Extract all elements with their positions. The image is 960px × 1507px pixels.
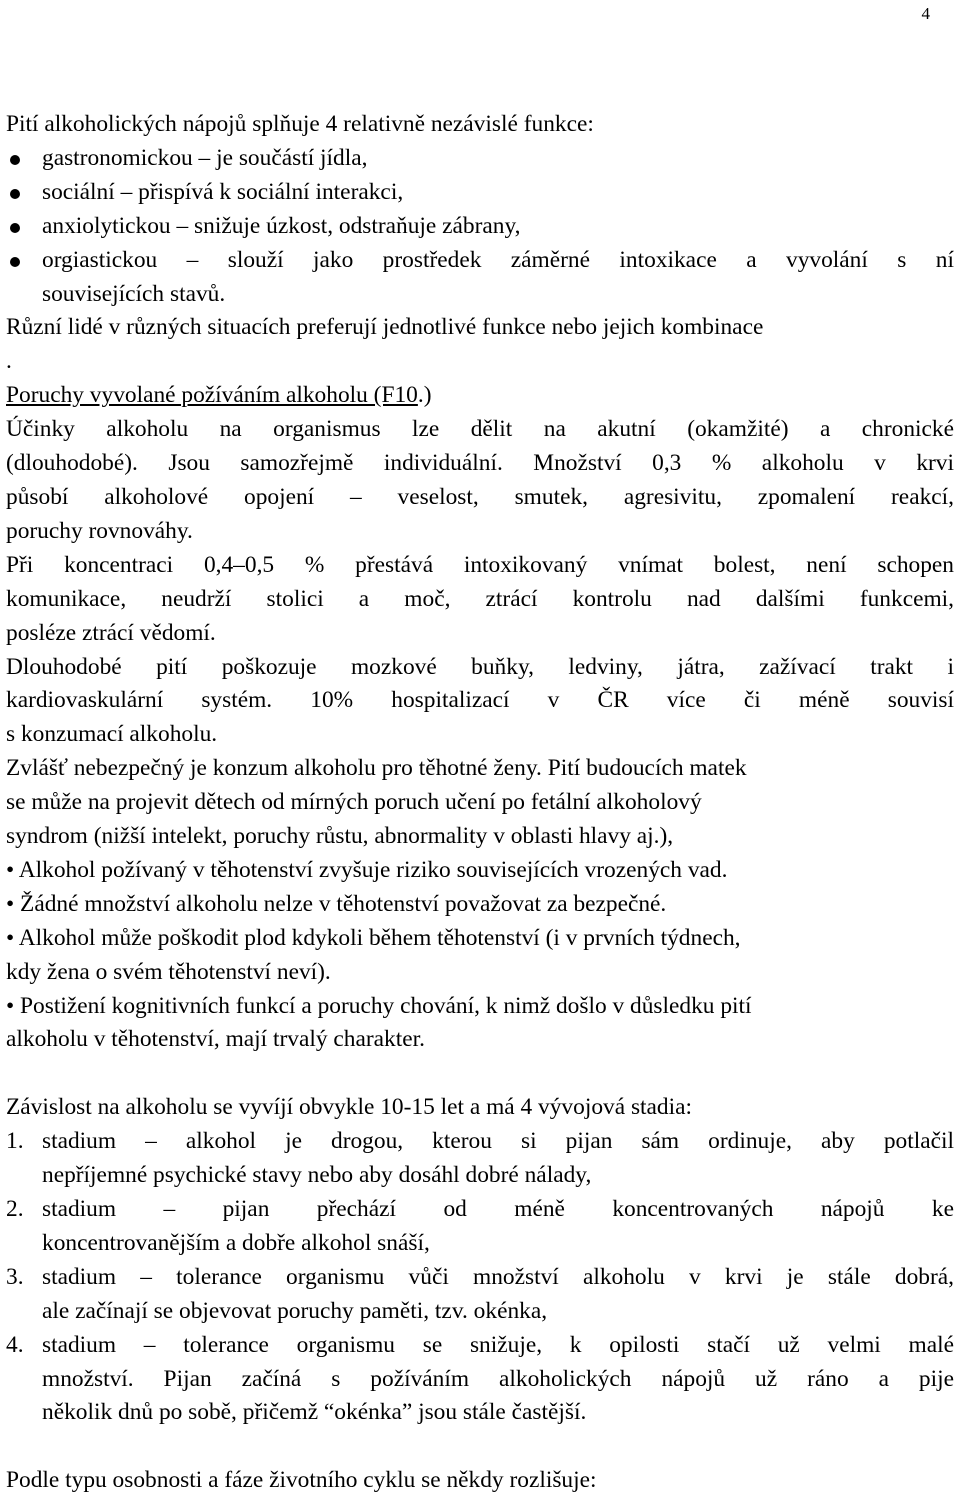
- concentration-line: komunikace, neudrží stolici a moč, ztrácí kontrolu nad dalšími funkcemi,: [6, 585, 954, 612]
- list-item: anxiolytickou – snižuje úzkost, odstraňuje zábrany,: [6, 210, 954, 244]
- concentration-line: posléze ztrácí vědomí.: [6, 619, 216, 646]
- list-item: [6, 1329, 954, 1431]
- concentration-line: Při koncentraci 0,4–0,5 % přestává intoxikovaný vnímat bolest, není schopen: [6, 551, 954, 578]
- stage-line: ale začínají se objevovat poruchy paměti, tzv. okénka,: [42, 1297, 548, 1324]
- list-number: 2.: [6, 1195, 24, 1222]
- list-number: 3.: [6, 1263, 24, 1290]
- stage-line: několik dnů po sobě, přičemž “okénka” jsou stále častější.: [42, 1399, 587, 1426]
- pregnancy-line: syndrom (nižší intelekt, poruchy růstu, abnormality v oblasti hlavy aj.),: [6, 823, 674, 850]
- effects-line: poruchy rovnováhy.: [6, 517, 193, 544]
- stage-line: stadium – alkohol je drogou, kterou si pijan sám ordinuje, aby potlačil: [42, 1128, 954, 1155]
- pregnancy-point: • Postižení kognitivních funkcí a poruchy chování, k nimž došlo v důsledku pití: [6, 992, 752, 1019]
- stage-line: množství. Pijan začíná s požíváním alkoholických nápojů už ráno a pije: [42, 1365, 954, 1392]
- effects-line: (dlouhodobé). Jsou samozřejmě individuální. Množství 0,3 % alkoholu v krvi: [6, 450, 954, 477]
- preferences-line: Různí lidé v různých situacích preferují jednotlivé funkce nebo jejich kombinace: [6, 314, 764, 341]
- pregnancy-line: Zvlášť nebezpečný je konzum alkoholu pro těhotné ženy. Pití budoucích matek: [6, 755, 747, 782]
- list-item-line: souvisejících stavů.: [42, 280, 226, 307]
- pregnancy-line: se může na projevit dětech od mírných poruch učení po fetální alkoholový: [6, 789, 702, 816]
- list-item: [6, 1261, 954, 1329]
- preferences-line: .: [6, 348, 12, 375]
- list-item: gastronomickou – je součástí jídla,: [6, 142, 954, 176]
- stage-line: nepříjemné psychické stavy nebo aby dosáhl dobré nálady,: [42, 1162, 592, 1189]
- list-item: [6, 1193, 954, 1261]
- dependence-intro: Závislost na alkoholu se vyvíjí obvykle 10-15 let a má 4 vývojová stadia:: [6, 1094, 693, 1121]
- document-body: [6, 108, 954, 1498]
- stage-line: koncentrovanějším a dobře alkohol snáší,: [42, 1229, 430, 1256]
- spacer: [6, 1430, 954, 1464]
- pregnancy-point: • Alkohol požívaný v těhotenství zvyšuje riziko souvisejících vrozených vad.: [6, 856, 728, 883]
- stage-line: stadium – pijan přechází od méně koncentrovaných nápojů ke: [42, 1195, 954, 1222]
- list-item: sociální – přispívá k sociální interakci,: [6, 176, 954, 210]
- longterm-line: s konzumací alkoholu.: [6, 721, 218, 748]
- stages-list: [6, 1125, 954, 1430]
- pregnancy-point: kdy žena o svém těhotenství neví).: [6, 958, 331, 985]
- effects-line: Účinky alkoholu na organismus lze dělit na akutní (okamžité) a chronické: [6, 416, 954, 443]
- section-heading: [6, 379, 954, 413]
- pregnancy-point: • Alkohol může poškodit plod kdykoli během těhotenství (i v prvních týdnech,: [6, 924, 741, 951]
- final-line: Podle typu osobnosti a fáze životního cyklu se někdy rozlišuje:: [6, 1467, 597, 1494]
- list-item-line: orgiastickou – slouží jako prostředek záměrné intoxikace a vyvolání s ní: [42, 246, 954, 273]
- longterm-line: Dlouhodobé pití poškozuje mozkové buňky, ledviny, játra, zažívací trakt i: [6, 653, 954, 680]
- list-item: [6, 1125, 954, 1193]
- list-number: 4.: [6, 1331, 24, 1358]
- stage-line: stadium – tolerance organismu se snižuje, k opilosti stačí už velmi malé: [42, 1331, 954, 1358]
- section-heading-rest: .): [417, 382, 432, 409]
- intro-paragraph: Pití alkoholických nápojů splňuje 4 relativně nezávislé funkce:: [6, 111, 594, 137]
- section-heading-underlined: Poruchy vyvolané požíváním alkoholu (F10: [6, 382, 418, 409]
- list-number: 1.: [6, 1128, 24, 1155]
- page-number: 4: [921, 4, 930, 23]
- pregnancy-point: alkoholu v těhotenství, mají trvalý charakter.: [6, 1026, 425, 1053]
- list-item: [6, 244, 954, 312]
- spacer: [6, 1057, 954, 1091]
- effects-line: působí alkoholové opojení – veselost, smutek, agresivitu, zpomalení reakcí,: [6, 483, 954, 510]
- stage-line: stadium – tolerance organismu vůči množství alkoholu v krvi je stále dobrá,: [42, 1263, 954, 1290]
- functions-list: [6, 142, 954, 312]
- longterm-line: kardiovaskulární systém. 10% hospitalizací v ČR více či méně souvisí: [6, 687, 954, 714]
- pregnancy-point: • Žádné množství alkoholu nelze v těhotenství považovat za bezpečné.: [6, 890, 667, 917]
